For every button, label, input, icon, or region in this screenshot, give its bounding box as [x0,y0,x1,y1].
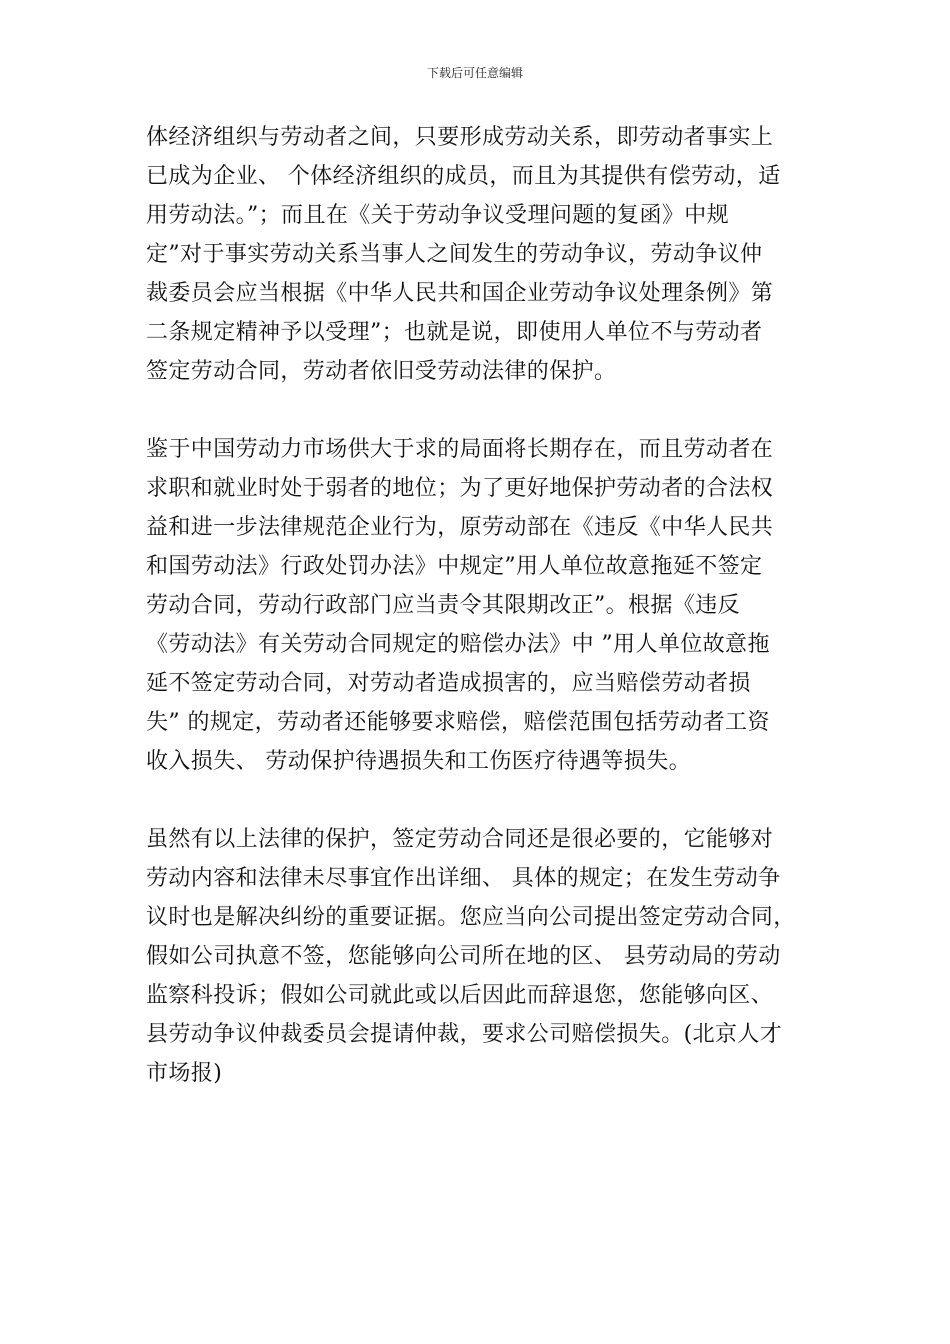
text-line: 裁委员会应当根据《中华人民共和国企业劳动争议处理条例》第 [146,281,774,306]
text-line: 收入损失、 劳动保护待遇损失和工伤医疗待遇等损失。 [146,749,691,774]
paragraph-1 [146,118,826,391]
text-line: 劳动合同，劳动行政部门应当责令其限期改正”。根据《违反 [146,593,741,618]
text-line: 虽然有以上法律的保护，签定劳动合同还是很必要的，它能够对 [146,827,774,852]
text-line: 二条规定精神予以受理”；也就是说，即使用人单位不与劳动者 [146,320,763,345]
text-line: 《劳动法》有关劳动合同规定的赔偿办法》中 ”用人单位故意拖 [146,632,770,657]
text-line: 假如公司执意不签，您能够向公司所在地的区、 县劳动局的劳动 [146,944,781,969]
text-line: 签定劳动合同，劳动者依旧受劳动法律的保护。 [146,359,617,384]
text-line: 体经济组织与劳动者之间，只要形成劳动关系，即劳动者事实上 [146,125,774,150]
text-line: 定”对于事实劳动关系当事人之间发生的劳动争议，劳动争议仲 [146,242,763,267]
paragraph-2 [146,430,826,781]
document-body [146,118,826,1132]
text-line: 议时也是解决纠纷的重要证据。您应当向公司提出签定劳动合同， [146,905,796,930]
paragraph-3 [146,820,826,1093]
text-line: 失” 的规定，劳动者还能够要求赔偿，赔偿范围包括劳动者工资 [146,710,770,735]
text-line: 和国劳动法》行政处罚办法》中规定”用人单位故意拖延不签定 [146,554,763,579]
text-line: 鉴于中国劳动力市场供大于求的局面将长期存在，而且劳动者在 [146,437,774,462]
text-line: 用劳动法。”；而且在《关于劳动争议受理问题的复函》中规 [146,203,730,228]
text-line: 市场报) [146,1061,223,1086]
text-line: 监察科投诉；假如公司就此或以后因此而辞退您，您能够向区、 [146,983,774,1008]
text-line: 求职和就业时处于弱者的地位；为了更好地保护劳动者的合法权 [146,476,774,501]
page-header: 下载后可任意编辑 [426,66,523,80]
text-line: 益和进一步法律规范企业行为，原劳动部在《违反《中华人民共 [146,515,774,540]
text-line: 县劳动争议仲裁委员会提请仲裁，要求公司赔偿损失。(北京人才 [146,1022,783,1047]
text-line: 延不签定劳动合同，对劳动者造成损害的，应当赔偿劳动者损 [146,671,751,696]
text-line: 劳动内容和法律未尽事宜作出详细、 具体的规定；在发生劳动争 [146,866,781,891]
text-line: 已成为企业、 个体经济组织的成员，而且为其提供有偿劳动，适 [146,164,781,189]
